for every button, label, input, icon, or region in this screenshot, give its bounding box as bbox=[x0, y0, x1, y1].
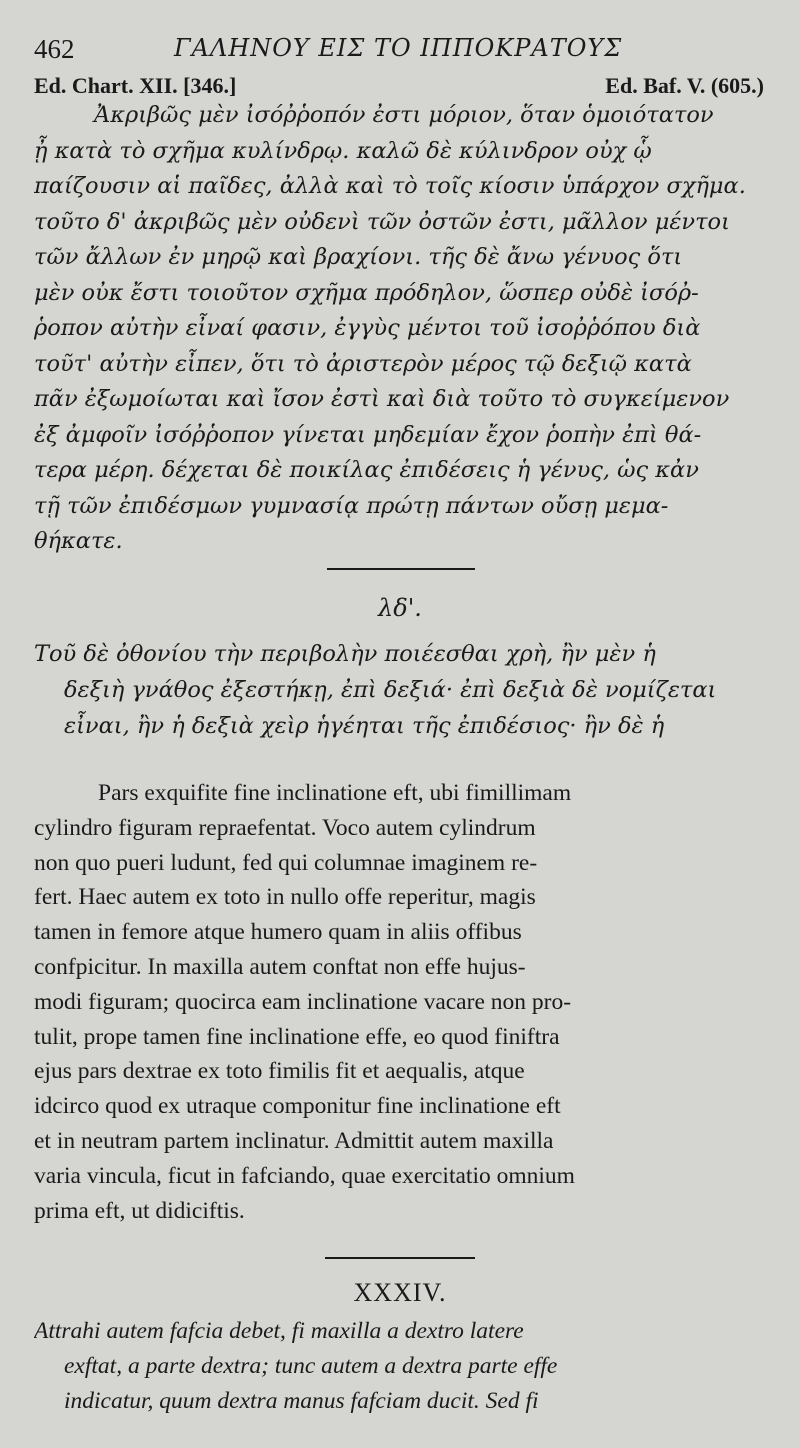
greek-line: θήκατε. bbox=[34, 528, 123, 554]
section-divider bbox=[325, 1257, 475, 1259]
latin-line: tamen in femore atque humero quam in aliis offibus bbox=[34, 919, 522, 946]
greek-line: Ἀκριβῶς μὲν ἰσόῤῥοπόν ἐστι μόριον, ὅταν ὁμοιότατον bbox=[94, 102, 714, 128]
greek-line: τερα μέρη. δέχεται δὲ ποικίλας ἐπιδέσεις ἡ γένυς, ὡς κἀν bbox=[34, 457, 699, 483]
latin-line: idcirco quod ex utraque componitur fine inclinatione eft bbox=[34, 1093, 561, 1120]
latin-line: prima eft, ut didiciftis. bbox=[34, 1197, 245, 1224]
greek-lemma-line: δεξιὴ γνάθος ἐξεστήκῃ, ἐπὶ δεξιά· ἐπὶ δεξιὰ δὲ νομίζεται bbox=[64, 677, 717, 703]
edition-basel-reference: Ed. Baf. V. (605.) bbox=[605, 73, 764, 98]
edition-chartier-reference: Ed. Chart. XII. [346.] bbox=[34, 73, 237, 98]
running-title: ΓΑΛΗΝΟΥ ΕΙΣ ΤΟ ΙΠΠΟΚΡΑΤΟΥΣ bbox=[174, 34, 623, 62]
greek-line: παίζουσιν αἱ παῖδες, ἀλλὰ καὶ τὸ τοῖς κίοσιν ὑπάρχον σχῆμα. bbox=[34, 173, 746, 199]
greek-line: τοῦτ' αὐτὴν εἶπεν, ὅτι τὸ ἀριστερὸν μέρος τῷ δεξιῷ κατὰ bbox=[34, 350, 692, 377]
greek-line: τῶν ἄλλων ἐν μηρῷ καὶ βραχίονι. τῆς δὲ ἄνω γένυος ὅτι bbox=[34, 244, 683, 270]
page-number: 462 bbox=[34, 34, 75, 64]
latin-line: tulit, prope tamen fine inclinatione effe, eo quod finiftra bbox=[34, 1023, 560, 1050]
greek-lemma-line: Τοῦ δὲ ὀθονίου τὴν περιβολὴν ποιέεσθαι χρὴ, ἢν μὲν ἡ bbox=[34, 641, 656, 667]
latin-hippocratic-lemma bbox=[34, 1314, 764, 1419]
latin-lemma-line: exftat, a parte dextra; tunc autem a dextra parte effe bbox=[64, 1353, 558, 1379]
greek-line: τῇ τῶν ἐπιδέσμων γυμνασίᾳ πρώτῃ πάντων οὔσῃ μεμα- bbox=[34, 492, 669, 519]
greek-line: τοῦτο δ' ἀκριβῶς μὲν οὐδενὶ τῶν ὀστῶν ἐστι, μᾶλλον μέντοι bbox=[34, 208, 730, 235]
greek-line: μὲν οὐκ ἔστι τοιοῦτον σχῆμα πρόδηλον, ὥσπερ οὐδὲ ἰσόῤ- bbox=[34, 279, 699, 306]
latin-section-number: XXXIV. bbox=[353, 1278, 447, 1307]
latin-line: modi figuram; quocirca eam inclinatione vacare non pro- bbox=[34, 988, 572, 1015]
latin-line: fert. Haec autem ex toto in nullo offe reperitur, magis bbox=[34, 884, 536, 911]
greek-line: ῥοπον αὐτὴν εἶναί φασιν, ἐγγὺς μέντοι τοῦ ἰσοῤῥόπου διὰ bbox=[34, 315, 701, 341]
latin-lemma-line: indicatur, quum dextra manus fafciam ducit. Sed fi bbox=[64, 1388, 539, 1414]
latin-line: varia vincula, ficut in fafciando, quae exercitatio omnium bbox=[34, 1162, 575, 1189]
latin-lemma-line: Attrahi autem fafcia debet, fi maxilla a dextro latere bbox=[34, 1318, 524, 1344]
latin-translation-paragraph bbox=[34, 776, 764, 1228]
latin-line: Pars exquifite fine inclinatione eft, ubi fimillimam bbox=[98, 780, 572, 806]
greek-commentary-paragraph bbox=[34, 98, 764, 560]
latin-line: cylindro figuram repraefentat. Voco autem cylindrum bbox=[34, 814, 536, 841]
page-header bbox=[34, 28, 774, 68]
latin-line: et in neutram partem inclinatur. Admittit autem maxilla bbox=[34, 1127, 554, 1154]
section-divider bbox=[327, 568, 475, 570]
greek-line: ἐξ ἀμφοῖν ἰσόῤῥοπον γίνεται μηδεμίαν ἔχον ῥοπὴν ἐπὶ θά- bbox=[34, 421, 702, 448]
greek-line: ᾖ κατὰ τὸ σχῆμα κυλίνδρῳ. καλῶ δὲ κύλινδρον οὐχ ᾧ bbox=[34, 137, 652, 164]
greek-hippocratic-lemma bbox=[34, 636, 764, 744]
latin-line: confpicitur. In maxilla autem conftat non effe hujus- bbox=[34, 953, 526, 980]
greek-section-number: λδ'. bbox=[378, 594, 422, 622]
latin-line: ejus pars dextrae ex toto fimilis fit et aequalis, atque bbox=[34, 1058, 525, 1085]
greek-lemma-line: εἶναι, ἢν ἡ δεξιὰ χεὶρ ἡγέηται τῆς ἐπιδέσιος· ἢν δὲ ἡ bbox=[64, 713, 665, 739]
latin-line: non quo pueri ludunt, fed qui columnae imaginem re- bbox=[34, 849, 538, 876]
greek-line: πᾶν ἐξωμοίωται καὶ ἴσον ἐστὶ καὶ διὰ τοῦτο τὸ συγκείμενον bbox=[34, 386, 730, 412]
